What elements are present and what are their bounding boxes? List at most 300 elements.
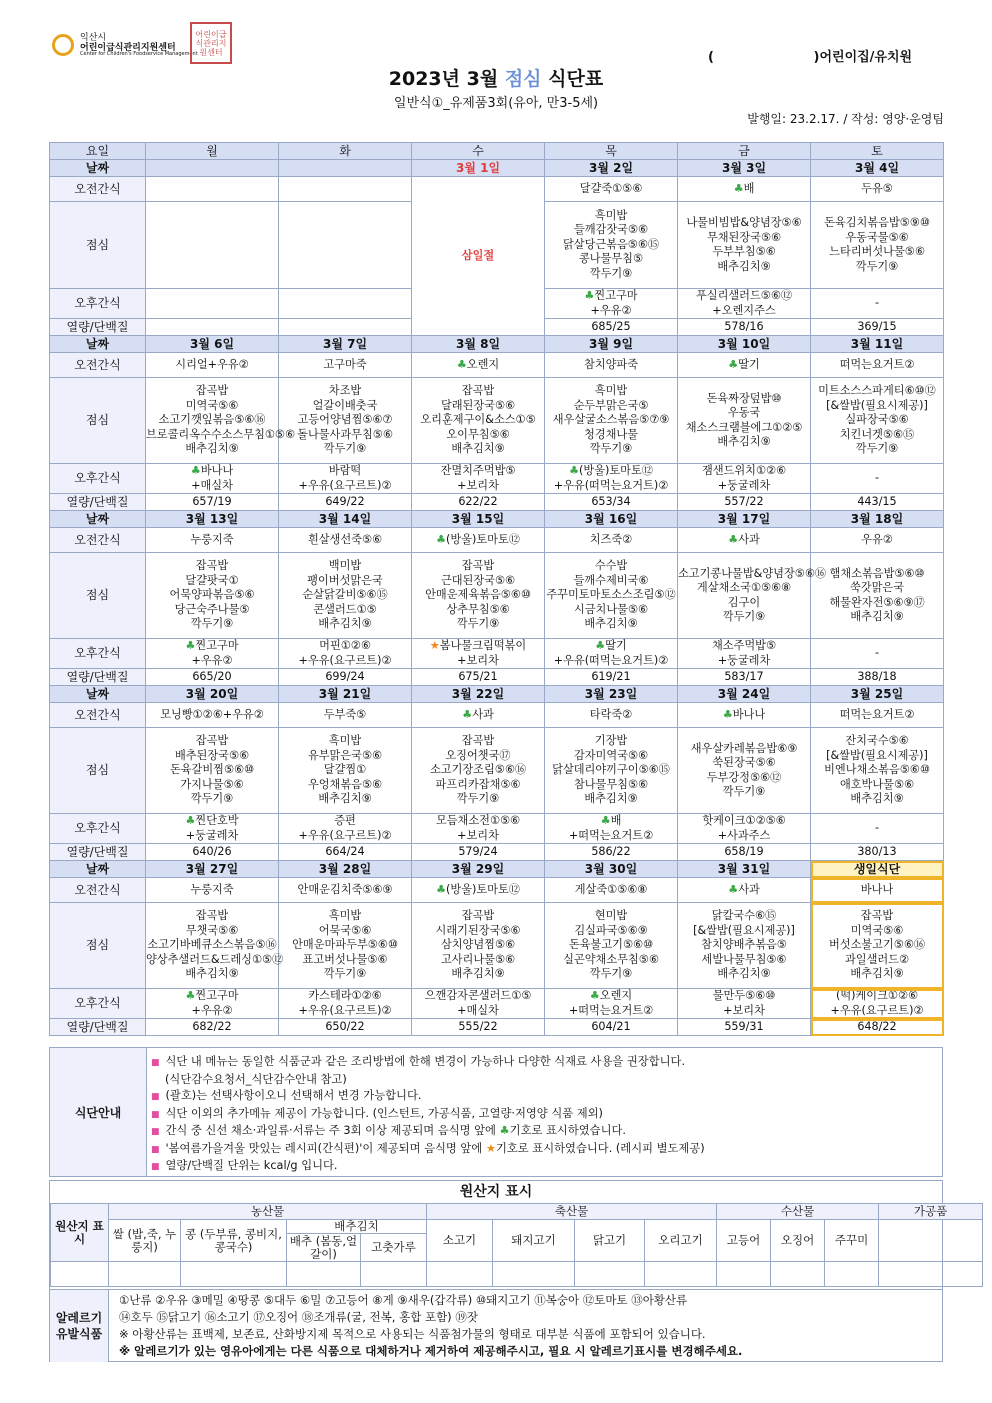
menu-item: 기장밥 [594,734,628,748]
morning-snack-cell: ♣배 [678,177,811,202]
origin-item-webfoot: 주꾸미 [825,1220,879,1262]
menu-item: 표고버섯나물⑤⑥ [302,952,388,966]
row-label-lunch: 점심 [50,378,146,464]
menu-item: - [874,646,880,660]
menu-item: +우유(요구르트)② [298,478,392,492]
origin-label: 원산지 표시 [51,1204,109,1262]
menu-item: 미역국⑤⑥ [185,398,239,412]
origin-item-chili: 고춧가루 [361,1234,427,1262]
menu-item: 어묵양파볶음⑤⑥ [169,588,255,602]
date-cell: 3월 27일 [146,861,279,878]
date-cell: 3월 1일 [412,160,545,177]
guide-text: '봄여름가을겨울 맛있는 레시피(간식편)'이 제공되며 음식명 앞에 ★기호로 표시하였습니다. (레시피 별도제공) [165,1141,705,1155]
row-label-lunch: 점심 [50,903,146,989]
menu-item: ♣찐단호박 [185,814,239,827]
afternoon-snack-cell [811,289,944,319]
afternoon-snack-row [50,639,944,669]
title-year: 2023년 3월 [388,68,499,90]
nutrition-cell: 579/24 [412,844,545,861]
afternoon-snack-cell [146,464,279,494]
menu-item: 깍두기⑨ [855,442,899,456]
lunch-cell [146,728,279,814]
menu-item: 물만두⑤⑥⑩ [712,989,776,1002]
guide-text: 간식 중 신선 채소·과일류·서류는 주 3회 이상 제공되며 음식명 앞에 ♣기호로 표시하였습니다. [165,1124,626,1137]
nutrition-cell: 622/22 [412,494,545,511]
lunch-cell [811,378,944,464]
menu-item: 잡곡밥 [195,384,229,398]
nutrition-cell: 559/31 [678,1019,811,1036]
nutrition-cell: 578/16 [678,319,811,336]
row-label-nutrition: 열량/단백질 [50,319,146,336]
menu-item: 흑미밥 [328,909,362,923]
menu-item: 깍두기⑨ [589,442,633,456]
menu-item: (떡)케이크①②⑥ [835,989,919,1002]
menu-item: 배추김치⑨ [451,442,505,456]
afternoon-snack-cell [811,989,944,1019]
menu-item: ♣찐고구마 [185,639,239,652]
menu-item: 오징어챗국⑰ [445,748,511,762]
lunch-row [50,378,944,464]
menu-item: 배추김치⑨ [584,617,638,631]
morning-snack-cell: 달걀죽①⑤⑥ [545,177,678,202]
menu-item: 배추김치⑨ [850,967,904,981]
menu-item: 과일샐러드② [844,952,910,966]
morning-snack-cell: 참치양파죽 [545,353,678,378]
origin-blank [51,1262,109,1287]
menu-item: 미역국⑤⑥ [850,923,904,937]
menu-item: 닭살당근볶음⑤⑥⑮ [562,237,660,251]
nutrition-cell: 380/13 [811,844,944,861]
row-label-lunch: 점심 [50,728,146,814]
origin-blank [361,1262,427,1287]
guide-item [151,1072,705,1089]
nutrition-cell: 685/25 [545,319,678,336]
origin-group-processed: 가공품 [879,1204,983,1220]
lunch-cell [146,903,284,989]
origin-blank [493,1262,575,1287]
origin-group-agri: 농산물 [109,1204,427,1220]
weekday-5: 토 [811,143,944,160]
menu-item: 쑥갓맑은국 [849,581,905,594]
menu-item: 흑미밥 [594,384,628,398]
menu-guide [49,1047,943,1177]
menu-item: 배추김치⑨ [185,442,239,456]
origin-blank [109,1262,181,1287]
clover-icon: ♣ [728,357,739,371]
afternoon-snack-cell [678,989,811,1019]
nutrition-cell: 653/34 [545,494,678,511]
menu-item: 배추김치⑨ [850,792,904,806]
nutrition-cell: 555/22 [412,1019,545,1036]
menu-item: ♣찐고구마 [584,289,638,302]
nutrition-cell: 675/21 [412,669,545,686]
menu-item: - [874,471,880,485]
lunch-cell [545,553,678,639]
menu-item: 김실파국⑤⑥⑨ [574,923,648,937]
menu-item: 애호박나물⑤⑥ [839,777,915,791]
lunch-cell [146,378,295,464]
clover-icon: ♣ [733,181,744,195]
logo-city: 익산시 [80,33,107,43]
menu-item: 깍두기⑨ [722,610,766,623]
menu-item: 우엉채볶음⑤⑥ [307,777,383,791]
guide-item [151,1088,705,1106]
lunch-cell [279,202,412,289]
menu-item: 소고기깻잎볶음⑤⑥⑯ [158,413,266,427]
afternoon-snack-row [50,464,944,494]
menu-item: 무채된장국⑤⑥ [706,230,782,244]
menu-item: [&쌀밥(필요시제공)] [826,398,928,412]
row-label-date: 날짜 [50,160,146,177]
origin-item-mackerel: 고등어 [717,1220,771,1262]
afternoon-snack-cell [146,814,279,844]
guide-text: 식단 이외의 추가메뉴 제공이 가능합니다. (인스턴트, 가공식품, 고열량·저영양 식품 제외) [165,1106,603,1120]
afternoon-snack-cell [678,289,811,319]
menu-item: 깍두기⑨ [190,792,234,806]
clover-icon: ♣ [595,639,606,652]
origin-kimchi: 배추김치 [287,1220,427,1234]
nutrition-row [50,1019,944,1036]
date-row [50,511,944,528]
date-cell: 3월 22일 [412,686,545,703]
menu-item: 푸실리샐러드⑤⑥⑫ [695,289,793,302]
menu-item: 주꾸미토마토소스조림⑤⑫ [546,588,676,602]
row-label-nutrition: 열량/단백질 [50,669,146,686]
weekday-4: 금 [678,143,811,160]
menu-item: 게살채소국①⑤⑥⑧ [696,581,792,594]
date-cell: 3월 17일 [678,511,811,528]
page-subtitle: 일반식①_유제품3회(유아, 만3-5세) [393,96,599,111]
afternoon-snack-cell [678,639,811,669]
row-label-date: 날짜 [50,336,146,353]
menu-item: +오렌지주스 [712,303,776,317]
afternoon-snack-cell [279,289,412,319]
menu-item: 머핀①②⑥ [319,639,371,652]
morning-snack-cell: 안매운김치죽⑤⑥⑨ [279,878,412,903]
morning-snack-cell: 모닝빵①②⑥+우유② [146,703,279,728]
menu-item: [&쌀밥(필요시제공)] [826,748,928,762]
row-label-day: 요일 [50,143,146,160]
menu-item: 돈육갈비찜⑤⑥⑩ [169,763,255,777]
date-cell: 3월 11일 [811,336,944,353]
menu-item: 배추김치⑨ [717,967,771,981]
menu-item: 돈육김치볶음밥⑤⑨⑩ [824,216,930,229]
lunch-cell [412,728,545,814]
menu-item: ★봄나물크림떡볶이 [429,639,527,652]
morning-snack-cell: ♣사과 [412,703,545,728]
menu-item: 느타리버섯나물⑤⑥ [829,245,925,258]
lunch-cell [545,903,678,989]
menu-item: 나물비빔밥&양념장⑤⑥ [686,216,802,229]
menu-item: +우유(요구르트)② [298,1003,392,1017]
menu-item: 파프리카잡채⑤⑥ [435,777,521,791]
menu-item: 배추김치⑨ [717,259,771,273]
menu-item: - [874,821,880,835]
bullet-icon: ■ [151,1127,160,1137]
morning-snack-cell: 떠먹는요거트② [811,703,944,728]
menu-item: ♣바나나 [190,464,234,477]
clover-icon: ♣ [185,989,196,1002]
guide-item [151,1123,705,1141]
clover-icon: ♣ [569,464,580,477]
menu-item: 얼갈이배춧국 [312,398,378,412]
menu-item: 들깨감잣국⑤⑥ [573,223,649,237]
menu-item: 잼샌드위치①②⑥ [701,464,787,477]
menu-item: 잡곡밥 [860,909,894,923]
menu-item: 들깨수제비국⑥ [573,573,649,587]
origin-item-cabbage: 배추 (봄동,얼갈이) [287,1234,361,1262]
menu-item: +우유(요구르트)② [298,653,392,667]
date-cell [279,160,412,177]
nutrition-cell: 658/19 [678,844,811,861]
morning-snack-cell: 타락죽② [545,703,678,728]
clover-icon: ♣ [456,357,467,371]
menu-item: 닭칼국수⑥⑮ [711,909,777,923]
clover-icon: ♣ [584,289,595,302]
afternoon-snack-cell [678,464,811,494]
afternoon-snack-cell [412,464,545,494]
guide-list [147,1048,705,1176]
menu-item: 잔치국수⑤⑥ [845,734,909,748]
menu-item: +매실차 [191,478,233,492]
menu-item: 깍두기⑨ [722,785,766,798]
date-row [50,336,944,353]
date-cell: 3월 9일 [545,336,678,353]
afternoon-snack-cell [811,464,944,494]
menu-item: 카스테라①②⑥ [308,989,382,1002]
nutrition-cell: 443/15 [811,494,944,511]
menu-item: 두부강정⑤⑥⑫ [706,770,782,784]
clover-icon: ♣ [499,1124,510,1137]
lunch-cell [811,903,944,989]
afternoon-snack-cell [545,989,678,1019]
morning-snack-cell: 떠먹는요거트② [811,353,944,378]
nutrition-cell: 650/22 [279,1019,412,1036]
star-icon: ★ [429,639,440,652]
menu-item: 고등어양념찜⑤⑥⑦ [297,413,393,427]
afternoon-snack-cell [545,289,678,319]
menu-item: 상추무침⑤⑥ [446,602,510,616]
allergy-label: 알레르기 유발식품 [50,1290,109,1362]
menu-item: 새우살카레볶음밥⑥⑨ [690,741,798,755]
nutrition-cell: 388/18 [811,669,944,686]
date-row [50,160,944,177]
lunch-cell [811,728,944,814]
date-cell: 3월 20일 [146,686,279,703]
origin-item-rice: 쌀 (밥,죽, 누룽지) [109,1220,181,1262]
menu-item: 배추김치⑨ [318,792,372,806]
menu-item: +우유(요구르트)② [830,1003,924,1017]
afternoon-snack-cell [678,814,811,844]
lunch-cell [678,728,811,814]
menu-item: 당근숙주나물⑤ [174,602,250,616]
menu-item: 닭살데리야끼구이⑤⑥⑮ [552,763,670,777]
menu-item: 순두부맑은국⑤ [573,398,649,412]
afternoon-snack-cell [412,639,545,669]
nutrition-cell: 557/22 [678,494,811,511]
morning-snack-cell: ♣사과 [678,878,811,903]
menu-item: 깍두기⑨ [589,266,633,280]
origin-blank [287,1262,361,1287]
afternoon-snack-cell [811,814,944,844]
menu-item: [&쌀밥(필요시제공)] [693,923,795,937]
lunch-cell [279,728,412,814]
menu-item: 모듬채소전①⑤⑥ [435,814,521,827]
menu-item: 깍두기⑨ [589,967,633,981]
menu-item: ♣(방울)토마토⑫ [569,464,653,477]
morning-snack-cell [146,177,279,202]
guide-item [151,1141,705,1159]
title-suffix: 식단표 [548,68,604,90]
menu-item: 깍두기⑨ [323,442,367,456]
nutrition-cell: 604/21 [545,1019,678,1036]
menu-item: 미트소스스파게티⑥⑩⑫ [818,384,936,398]
weekday-header-row [50,143,944,160]
menu-item: +보리차 [723,1003,765,1017]
menu-item: 어묵국⑤⑥ [318,923,372,937]
menu-item: 잔멸치주먹밥⑤ [440,464,516,477]
origin-item-bean: 콩 (두부류, 콩비지,콩국수) [181,1220,287,1262]
logo-mark-icon [52,34,74,56]
afternoon-snack-cell [146,639,279,669]
menu-item: 현미밥 [594,909,628,923]
allergy-section [50,1289,942,1362]
clover-icon: ♣ [436,882,447,896]
menu-item: 우동국물⑤⑥ [845,230,909,244]
menu-item: 달걀찜① [323,763,367,777]
menu-item: +떠먹는요거트② [568,1003,654,1017]
date-cell: 3월 24일 [678,686,811,703]
menu-item: 시래기된장국⑤⑥ [435,923,521,937]
origin-blank [427,1262,493,1287]
morning-snack-cell [279,177,412,202]
nutrition-cell: 664/24 [279,844,412,861]
nutrition-cell: 369/15 [811,319,944,336]
menu-item: 무챗국⑤⑥ [185,923,239,937]
menu-item: +매실차 [457,1003,499,1017]
origin-section [49,1180,948,1362]
date-cell: 3월 18일 [811,511,944,528]
menu-item: 실파장국⑤⑥ [845,413,909,427]
menu-item: 달걀팟국① [185,573,239,587]
nutrition-cell: 699/24 [279,669,412,686]
row-label-morning: 오전간식 [50,528,146,553]
menu-item: 근대된장국⑤⑥ [440,573,516,587]
guide-text: (괄호)는 선택사항이오니 선택해서 변경 가능합니다. [165,1089,422,1102]
menu-item: 실곤약채소무침⑤⑥ [563,952,659,966]
menu-item: 배추김치⑨ [185,967,239,981]
weekday-1: 화 [279,143,412,160]
menu-item: 쑥된장국⑤⑥ [712,756,776,769]
bullet-icon: ■ [151,1058,160,1068]
menu-item: 핫케이크①②⑤⑥ [702,814,786,827]
lunch-cell [146,202,279,289]
menu-item: 깍두기⑨ [323,967,367,981]
bullet-icon: ■ [151,1109,160,1120]
date-cell: 3월 13일 [146,511,279,528]
afternoon-snack-row [50,989,944,1019]
menu-item: 안매운제육볶음⑤⑥⑩ [425,588,531,602]
menu-item: 잡곡밥 [461,909,495,923]
menu-item: 비엔나채소볶음⑤⑥⑩ [824,763,930,777]
menu-item: 우동국 [727,406,761,419]
date-cell: 3월 16일 [545,511,678,528]
menu-item: ♣딸기 [595,639,627,652]
afternoon-snack-cell [545,464,678,494]
morning-snack-cell: 우유② [811,528,944,553]
menu-item: 소고기바베큐소스볶음⑤⑯ [147,938,277,952]
clover-icon: ♣ [722,707,733,721]
row-label-afternoon: 오후간식 [50,464,146,494]
menu-item: 순살닭갈비⑤⑥⑮ [302,588,388,602]
menu-item: 배추김치⑨ [850,610,904,623]
row-label-lunch: 점심 [50,553,146,639]
origin-table [50,1203,983,1287]
menu-item: +보리차 [457,828,499,842]
menu-item: 시금치나물⑤⑥ [573,602,649,616]
date-cell: 3월 3일 [678,160,811,177]
menu-item: 잡곡밥 [461,734,495,748]
clover-icon: ♣ [728,882,739,896]
menu-item: 소고기장조림⑤⑥⑯ [429,763,527,777]
nutrition-cell [146,319,279,336]
title-meal: 점심 [504,68,542,90]
lunch-cell [811,553,944,639]
menu-item: 참나물무침⑤⑥ [573,777,649,791]
menu-item: +우유(떠먹는요거트)② [553,478,669,492]
date-cell: 3월 28일 [279,861,412,878]
clover-icon: ♣ [185,639,196,652]
row-label-date: 날짜 [50,511,146,528]
afternoon-snack-cell [545,639,678,669]
guide-item [151,1106,705,1124]
lunch-cell [811,202,944,289]
date-cell: 3월 6일 [146,336,279,353]
date-cell: 3월 23일 [545,686,678,703]
afternoon-snack-cell [279,464,412,494]
origin-group-fish: 수산물 [717,1204,879,1220]
nutrition-row [50,494,944,511]
origin-item-squid: 오징어 [771,1220,825,1262]
menu-item: 오이무침⑤⑥ [446,427,510,441]
afternoon-snack-cell [545,814,678,844]
allergy-list-1: ①난류 ②우유 ③메밀 ④땅콩 ⑤대두 ⑥밀 ⑦고등어 ⑧게 ⑨새우(갑각류) ⑩돼지고기 ⑪복숭아 ⑫토마토 ⑬아황산류 [119,1293,688,1307]
allergy-list-2: ⑭호두 ⑮닭고기 ⑯소고기 ⑰오징어 ⑱조개류(굴, 전복, 홍합 포함) ⑲잣 [119,1310,478,1324]
menu-item: 버섯소불고기⑤⑥⑯ [828,938,926,952]
lunch-cell [545,378,678,464]
nutrition-cell: 649/22 [279,494,412,511]
menu-item: 달래된장국⑤⑥ [440,398,516,412]
menu-item: 유부맑은국⑤⑥ [307,748,383,762]
guide-text: 열량/단백질 단위는 kcal/g 입니다. [165,1159,338,1172]
lunch-cell [678,553,827,639]
menu-item: 수수밥 [594,559,628,573]
date-cell: 3월 14일 [279,511,412,528]
menu-item: 배추김치⑨ [584,792,638,806]
menu-item: 돈육짜장덮밥⑩ [706,391,782,405]
origin-blank [717,1262,771,1287]
menu-item: ♣찐고구마 [185,989,239,1002]
menu-item: +둥굴레차 [717,478,771,492]
menu-item: +우유② [191,653,233,667]
nutrition-row [50,844,944,861]
star-icon: ★ [485,1141,496,1155]
menu-item: 오리훈제구이&소스①⑤ [420,413,536,427]
morning-snack-row [50,878,944,903]
origin-blank [879,1262,983,1287]
lunch-row [50,553,944,639]
menu-item: 백미밥 [328,559,362,573]
